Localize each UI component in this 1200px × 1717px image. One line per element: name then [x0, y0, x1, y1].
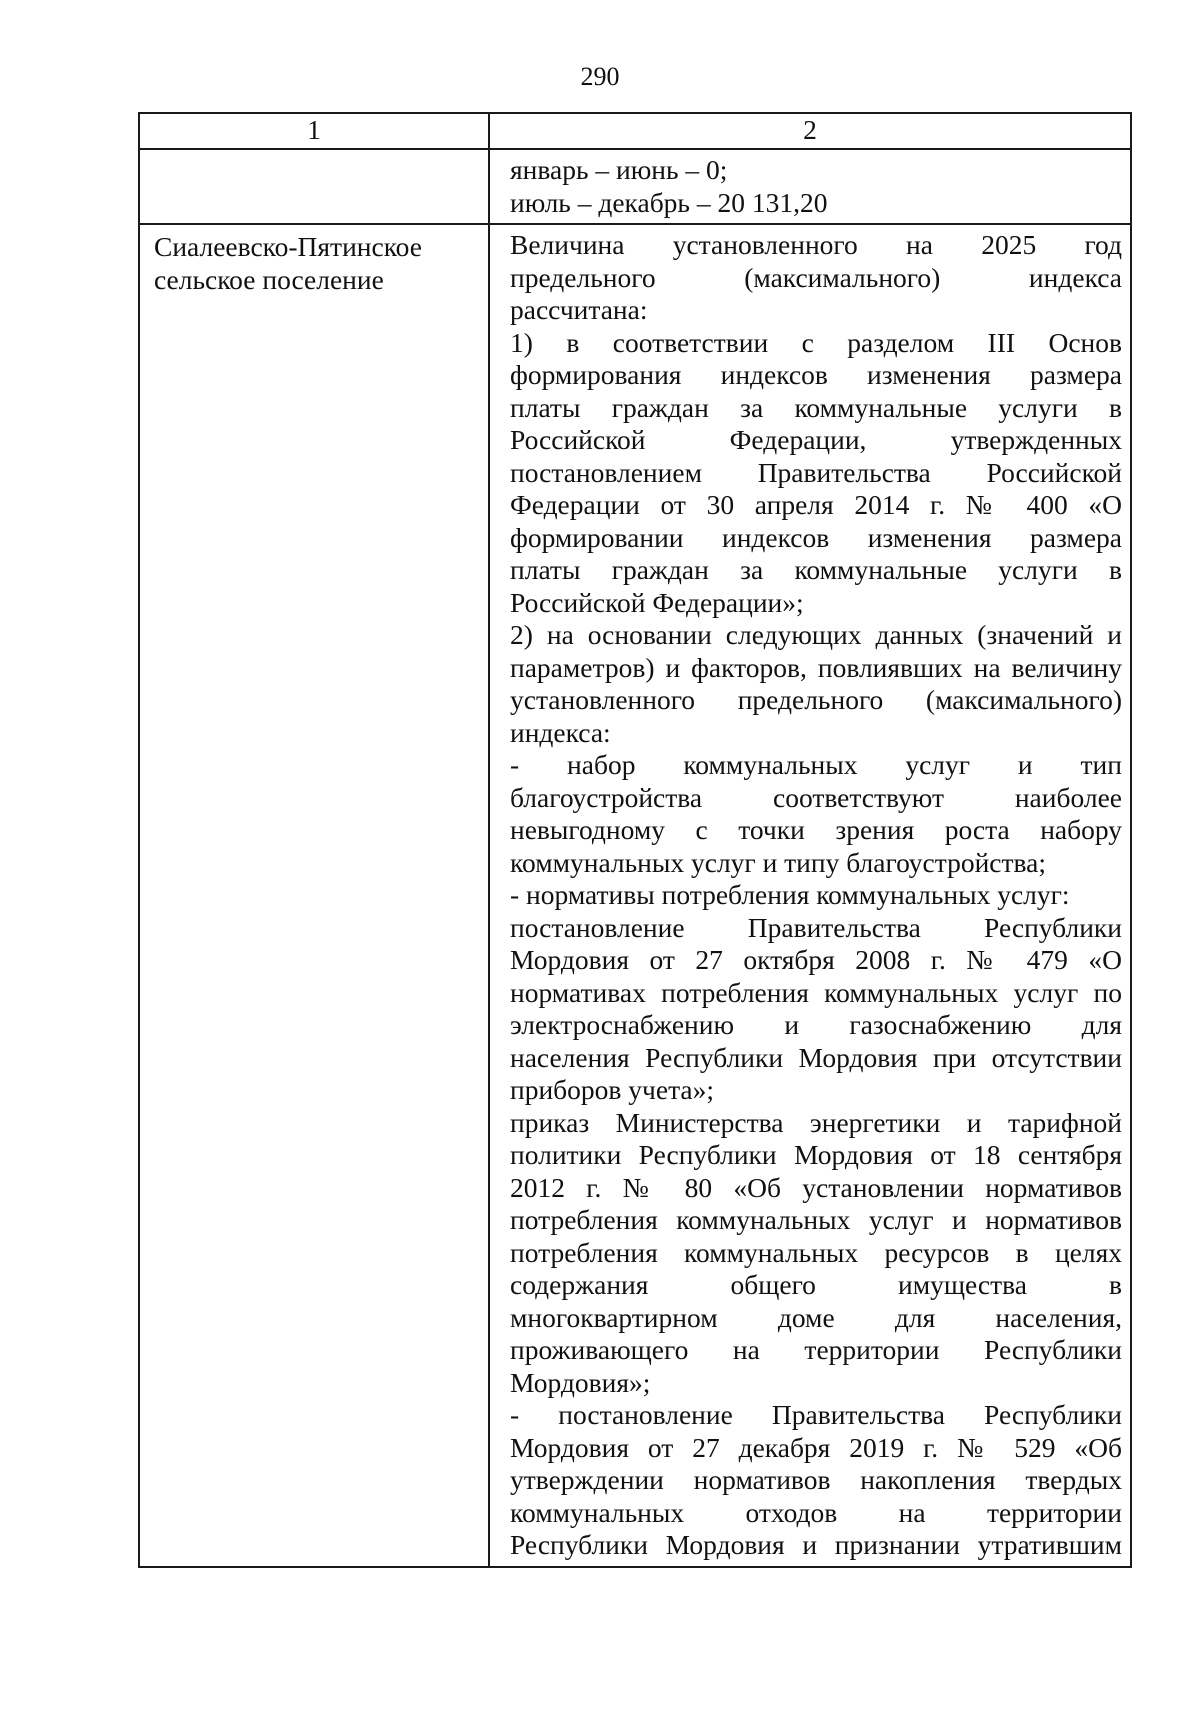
index-description-cell [489, 224, 1131, 1567]
table-header-row [139, 113, 1131, 149]
text-line: потребления коммунальных ресурсов в целях [510, 1236, 1122, 1268]
row1-col2-cell [489, 149, 1131, 224]
text-line: предельного (максимального) индекса [510, 261, 1122, 293]
text-line: постановление Правительства Республики [510, 911, 1122, 943]
text-line: коммунальных отходов на территории [510, 1496, 1122, 1528]
text-line: политики Республики Мордовия от 18 сентября [510, 1139, 1122, 1170]
text-line: формировании индексов изменения размера [510, 521, 1122, 553]
text-line: - набор коммунальных услуг и тип [510, 749, 1122, 780]
text-line: приборов учета»; [510, 1074, 715, 1105]
page-number: 290 [580, 62, 620, 91]
text-line: январь – июнь – 0; [510, 154, 728, 185]
text-line: рассчитана: [510, 294, 648, 325]
text-line: приказ Министерства энергетики и тарифной [510, 1106, 1122, 1138]
text-line: проживающего на территории Республики [510, 1334, 1122, 1365]
table-row [139, 224, 1131, 1567]
text-line: платы граждан за коммунальные услуги в [510, 391, 1122, 423]
text-line: 1) в соответствии с разделом III Основ [510, 326, 1122, 358]
text-line: коммунальных услуг и типу благоустройства; [510, 846, 1046, 878]
text-line: установленного предельного (максимального) [510, 684, 1122, 715]
text-line: Величина установленного на 2025 год [510, 229, 1122, 260]
settlement-name-cell [139, 224, 489, 1567]
text-line: электроснабжению и газоснабжению для [510, 1009, 1122, 1040]
text-line: утверждении нормативов накопления твердых [510, 1464, 1122, 1495]
text-line: 2) на основании следующих данных (значений и [510, 619, 1122, 650]
table-row [139, 149, 1131, 224]
text-line: потребления коммунальных услуг и нормативов [510, 1204, 1122, 1235]
column-header-1: 1 [139, 113, 489, 149]
text-line: платы граждан за коммунальные услуги в [510, 554, 1122, 585]
text-line: Республики Мордовия и признании утратившим [510, 1529, 1122, 1560]
text-line: невыгодному с точки зрения роста набору [510, 814, 1122, 845]
column-header-2: 2 [489, 113, 1131, 149]
text-line: Мордовия от 27 декабря 2019 г. № 529 «Об [510, 1431, 1122, 1463]
text-line: параметров) и факторов, повлиявших на величину [510, 651, 1122, 683]
document-table [138, 112, 1132, 1568]
text-line: формирования индексов изменения размера [510, 359, 1122, 390]
text-line: постановлением Правительства Российской [510, 456, 1122, 488]
text-line: - нормативы потребления коммунальных услуг: [510, 879, 1070, 910]
text-line: благоустройства соответствуют наиболее [510, 781, 1122, 813]
text-line: содержания общего имущества в [510, 1269, 1122, 1300]
text-line: многоквартирном доме для населения, [510, 1301, 1122, 1333]
text-line: 2012 г. № 80 «Об установлении нормативов [510, 1171, 1122, 1203]
text-line: Мордовия»; [510, 1366, 651, 1398]
text-line: июль – декабрь – 20 131,20 [510, 186, 828, 218]
settlement-name-line: сельское поселение [154, 263, 384, 295]
text-line: Российской Федерации»; [510, 586, 804, 618]
text-line: индекса: [510, 716, 611, 748]
text-line: населения Республики Мордовия при отсутствии [510, 1041, 1122, 1073]
row1-col1-cell [139, 149, 489, 224]
text-line: Федерации от 30 апреля 2014 г. № 400 «О [510, 489, 1122, 520]
text-line: нормативах потребления коммунальных услуг по [510, 976, 1122, 1008]
text-line: - постановление Правительства Республики [510, 1399, 1122, 1430]
text-line: Мордовия от 27 октября 2008 г. № 479 «О [510, 944, 1122, 975]
settlement-name-line: Сиалеевско-Пятинское [154, 231, 422, 262]
text-line: Российской Федерации, утвержденных [510, 424, 1122, 455]
